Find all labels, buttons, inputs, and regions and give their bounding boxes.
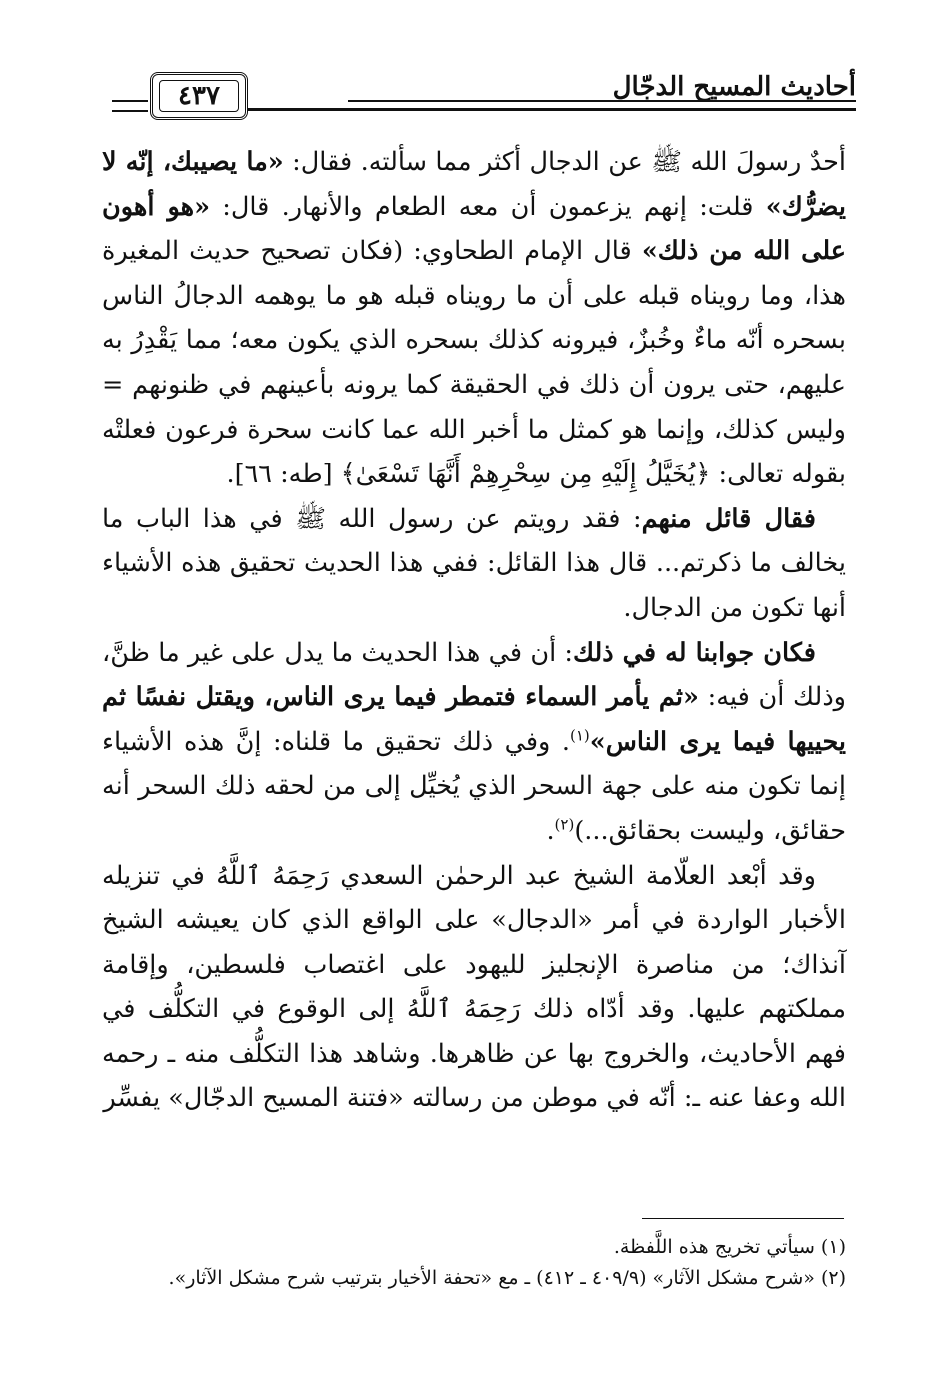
paragraph bbox=[102, 140, 846, 497]
footnote-marker: (١) bbox=[569, 726, 590, 745]
text-run: قلت: إنهم يزعمون أن معه الطعام والأنهار. قال: bbox=[210, 191, 766, 222]
footnote-separator bbox=[642, 1218, 844, 1219]
header-left-rule bbox=[112, 100, 148, 112]
text-run: وقد أبْعد العلّامة الشيخ عبد الرحمٰن السعدي رَحِمَهُ ٱللَّهُ في تنزيله الأخبار الواردة في أمر «الدجال» على الواقع الذي كان يعيشه الشيخ آنذاك؛ من مناصرة الإنجليز لليهود على اغتصاب فلسطين، وإقامة مملكتهم عليها. وقد أدّاه ذلك رَحِمَهُ ٱللَّهُ إلى الوقوع في التكلُّف في فهم الأحاديث، والخروج بها عن ظاهرها. وشاهد هذا التكلُّف منه ـ رحمه الله وعفا عنه ـ: أنّه في موطن من رسالته «فتنة المسيح الدجّال» يفسِّر bbox=[102, 860, 846, 1114]
running-header bbox=[112, 70, 856, 118]
paragraph bbox=[102, 854, 846, 1122]
paragraph bbox=[102, 497, 846, 631]
text-run: ﴿يُخَيَّلُ إِلَيْهِ مِن سِحْرِهِمْ أَنَّهَا تَسْعَىٰ﴾ bbox=[340, 459, 711, 490]
header-rule-lower bbox=[232, 108, 856, 111]
text-run: . bbox=[546, 815, 555, 846]
footnote: (١) سيأتي تخريج هذه اللَّفظة. bbox=[613, 1236, 846, 1258]
body-text bbox=[102, 140, 846, 1121]
text-run: قال الإمام الطحاوي: (فكان تصحيح حديث المغيرة هذا، وما رويناه قبله على أن ما رويناه قبله هو ما يوهمه الدجالُ الناس بسحره أنّه ماءٌ وخُبزٌ، فيرونه كذلك بسحره الذي يكون معه؛ مما يَقْدِرُ به عليهم، حتى يرون أن ذلك في الحقيقة كما يرونه بأعينهم في ظنونهم = وليس كذلك، وإنما هو كمثل ما أخبر الله عما كانت سحرة فرعون فعلتْه بقوله تعالى: bbox=[102, 236, 846, 490]
footnote: (٢) «شرح مشكل الآثار» (٤٠٩/٩ ـ ٤١٢) ـ مع «تحفة الأخيار بترتيب شرح مشكل الآثار». bbox=[168, 1267, 846, 1289]
text-run: [طه: ٦٦]. bbox=[226, 459, 341, 490]
bold-text-run: فكان جوابنا له في ذلك bbox=[573, 637, 816, 668]
bold-text-run: «هو أهون على الله من ذلك» bbox=[102, 191, 846, 267]
bold-text-run: فقال قائل منهم bbox=[641, 503, 816, 534]
paragraph bbox=[102, 631, 846, 854]
page-number-frame bbox=[150, 72, 248, 120]
footnotes bbox=[102, 1232, 846, 1294]
text-run: : أن في هذا الحديث ما يدل على غير ما ظنَّ، وذلك أن فيه: bbox=[102, 637, 846, 713]
page-number: ٤٣٧ bbox=[159, 80, 239, 112]
footnote-marker: (٢) bbox=[554, 815, 575, 834]
bold-text-run: «ما يصيبك، إنّه لا يضرُّك» bbox=[102, 147, 846, 222]
running-title: أحاديث المسيح الدجّال bbox=[612, 72, 856, 102]
bold-text-run: «ثم يأمر السماء فتمطر فيما يرى الناس، ويقتل نفسًا ثم يحييها فيما يرى الناس» bbox=[102, 682, 846, 757]
text-run: . وفي ذلك تحقيق ما قلناه: إنَّ هذه الأشياء إنما تكون منه على جهة السحر الذي يُخيِّل إلى من لحقه ذلك السحر أنه حقائق، وليست بحقائق...) bbox=[102, 726, 846, 846]
text-run: : فقد رويتم عن رسول الله ﷺ في هذا الباب ما يخالف ما ذكرتم... قال هذا القائل: ففي هذا الحديث تحقيق هذه الأشياء أنها تكون من الدجال. bbox=[102, 503, 846, 623]
text-run: أحدٌ رسولَ الله ﷺ عن الدجال أكثر مما سألته. فقال: bbox=[283, 147, 846, 177]
